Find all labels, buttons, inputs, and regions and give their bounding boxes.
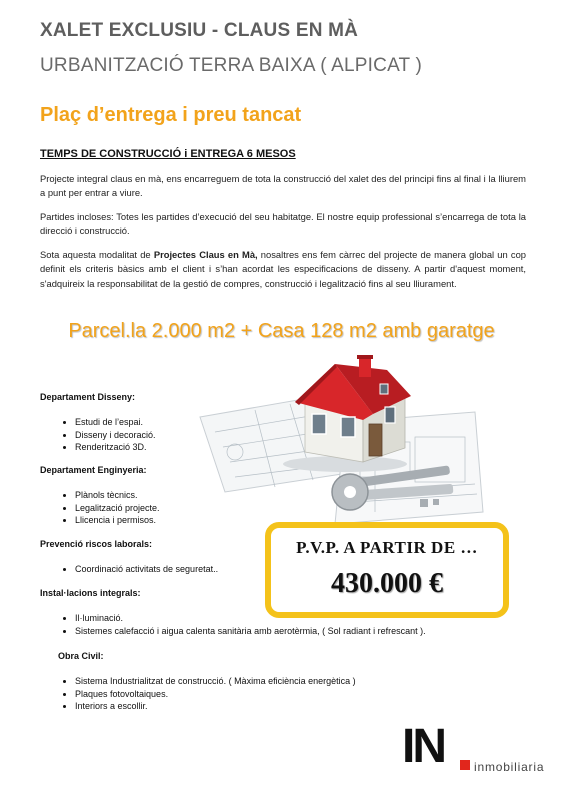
list-item: • Legalització projecte.: [75, 502, 160, 515]
risk-prevention-title: Prevenció riscos laborals:: [40, 539, 153, 549]
department-engineering-title: Departament Enginyeria:: [40, 465, 147, 475]
installations-title: Instal·lacions integrals:: [40, 588, 141, 598]
list-item: • Renderització 3D.: [75, 441, 156, 454]
list-item: • Plaques fotovoltaiques.: [75, 688, 356, 701]
list-item: • Plànols tècnics.: [75, 489, 160, 502]
logo-mark: IN: [402, 720, 444, 773]
department-design-list: [40, 416, 156, 454]
paragraph-included: Partides incloses: Totes les partides d’execució del seu habitatge. El nostre equip professional s’encarrega de tota la direcció i construcció.: [40, 211, 526, 237]
department-engineering-list: [40, 489, 160, 527]
list-item: • Sistemes calefacció i aigua calenta sanitària amb aerotèrmia, ( Sol radiant i refrescant ).: [75, 625, 426, 638]
civil-works-title: Obra Civil:: [58, 651, 104, 661]
civil-works-list: [40, 675, 356, 713]
risk-prevention-list: [40, 563, 218, 576]
section-heading: Plaç d’entrega i preu tancat: [40, 104, 302, 126]
house-with-blueprints-illustration: [195, 352, 485, 530]
list-item: • Estudi de l’espai.: [75, 416, 156, 429]
logo-wordmark: inmobiliaria: [474, 760, 545, 774]
paragraph-intro: Projecte integral claus en mà, ens encarreguem de tota la construcció del xalet des del principi fins al final i la lliurem a punt per entrar a viure.: [40, 173, 526, 199]
construction-time-subheading: TEMPS DE CONSTRUCCIÓ i ENTREGA 6 MESOS: [40, 148, 296, 160]
logo-red-square: [460, 760, 470, 770]
location-subtitle: URBANITZACIÓ TERRA BAIXA ( ALPICAT ): [40, 55, 423, 76]
list-item: • Disseny i decoració.: [75, 429, 156, 442]
company-logo: [402, 720, 552, 775]
paragraph-modality: Sota aquesta modalitat de Projectes Claus en Mà, nosaltres ens fem càrrec del projecte de manera global un cop definit els criteris bàsics amb el client i s’han acordat les especificacions de disseny. A partir d'aquest moment, s'adquireix la responsabilitat de la gestió de compres, construcció i legalització fins al seu lliurament.: [40, 249, 527, 289]
list-item: • Sistema Industrialitzat de construcció. ( Màxima eficiència energètica ): [75, 675, 356, 688]
department-design-title: Departament Disseny:: [40, 392, 136, 402]
plot-highlight: Parcel.la 2.000 m2 + Casa 128 m2 amb garatge: [68, 320, 495, 342]
bold-phrase: Projectes Claus en Mà,: [153, 249, 258, 260]
main-title: XALET EXCLUSIU - CLAUS EN MÀ: [40, 20, 359, 41]
list-item: • Interiors a escollir.: [75, 700, 356, 713]
price-box: [265, 522, 509, 618]
list-item: • Llicencia i permisos.: [75, 514, 160, 527]
price-label: P.V.P. A PARTIR DE …: [296, 538, 478, 557]
house: [295, 355, 411, 462]
list-item: • Coordinació activitats de seguretat..: [75, 563, 218, 576]
list-item: • Il·luminació.: [75, 612, 426, 625]
price-value: 430.000 €: [331, 568, 443, 599]
